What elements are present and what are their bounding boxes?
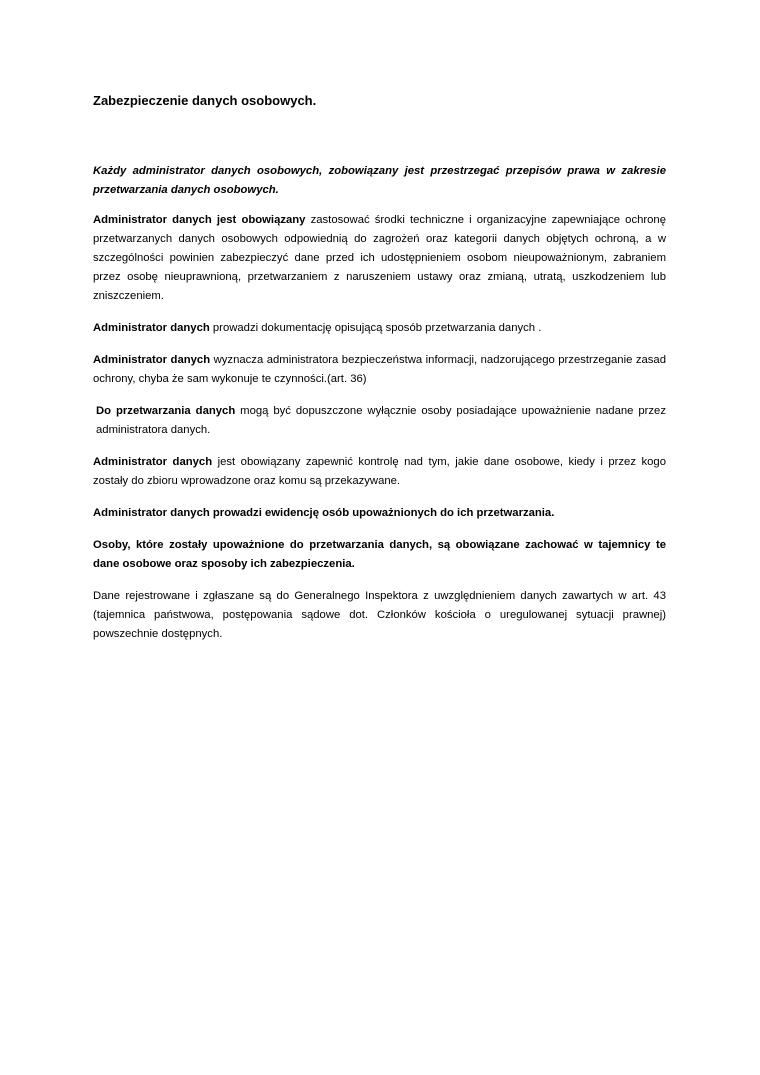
paragraph-security-admin (93, 351, 666, 389)
document-page (93, 92, 666, 657)
paragraph-lead-bold: Do przetwarzania danych (96, 405, 236, 417)
paragraph-text: mogą być dopuszczone wyłącznie osoby posiadające upoważnienie nadane przez administratora danych. (96, 405, 666, 436)
paragraph-security-measures (93, 211, 666, 306)
document-title: Zabezpieczenie danych osobowych. (93, 93, 317, 108)
paragraph-lead-bold: Administrator danych (93, 456, 213, 468)
paragraph-registration: Dane rejestrowane i zgłaszane są do Generalnego Inspektora z uwzględnieniem danych zawartych w art. 43 (tajemnica państwowa, postępowania sądowe dot. Członków kościoła o uregulowanej sytuacji prawnej) powszechnie dostępnych. (93, 590, 666, 640)
paragraph-lead-bold: Administrator danych jest obowiązany (93, 214, 306, 226)
paragraph-lead-bold: Administrator danych (93, 354, 211, 366)
paragraph-text: prowadzi dokumentację opisującą sposób przetwarzania danych . (209, 322, 542, 334)
paragraph-registry: Administrator danych prowadzi ewidencję osób upoważnionych do ich przetwarzania. (93, 507, 555, 519)
paragraph-obligation: Każdy administrator danych osobowych, zobowiązany jest przestrzegać przepisów prawa w zakresie przetwarzania danych osobowych. (93, 165, 666, 196)
paragraph-control (93, 453, 666, 491)
paragraph-confidentiality: Osoby, które zostały upoważnione do przetwarzania danych, są obowiązane zachować w tajemnicy te dane osobowe oraz sposoby ich zabezpieczenia. (93, 539, 666, 570)
paragraph-text: wyznacza administratora bezpieczeństwa informacji, nadzorującego przestrzeganie zasad ochrony, chyba że sam wykonuje te czynności.(art. 36) (93, 354, 666, 385)
paragraph-documentation (93, 319, 666, 338)
paragraph-authorization (93, 402, 666, 440)
paragraph-lead-bold: Administrator danych (93, 322, 210, 334)
paragraph-text: jest obowiązany zapewnić kontrolę nad tym, jakie dane osobowe, kiedy i przez kogo zostały do zbioru wprowadzone oraz komu są przekazywane. (93, 456, 666, 487)
paragraph-text: zastosować środki techniczne i organizacyjne zapewniające ochronę przetwarzanych danych osobowych odpowiednią do zagrożeń oraz kategorii danych objętych ochroną, a w szczególności powinien zabezpieczyć dane przed ich udostępnieniem osobom nieupoważnionym, zabraniem przez osobę nieuprawnioną, przetwarzaniem z naruszeniem ustawy oraz zmianą, utratą, uszkodzeniem lub zniszczeniem. (93, 214, 666, 302)
